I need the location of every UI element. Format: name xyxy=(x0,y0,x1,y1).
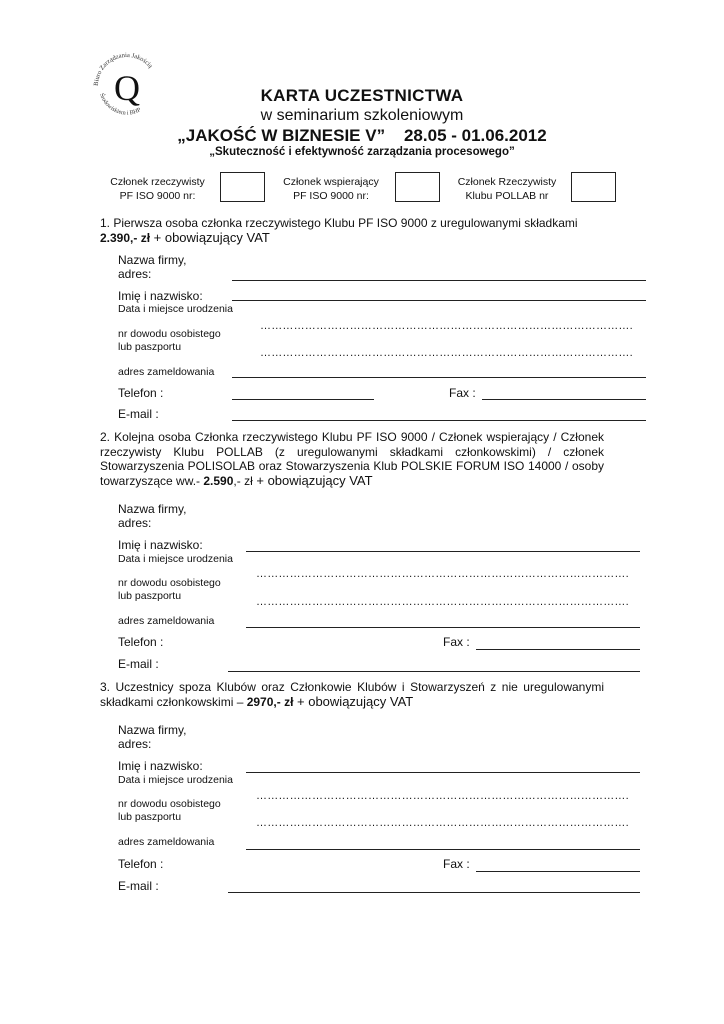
section-3-id-label: nr dowodu osobistego lub paszportu xyxy=(118,798,221,823)
section-2-birth-dots[interactable]: ………………………………………………………………………………………. xyxy=(256,568,629,580)
section-2-address-line[interactable] xyxy=(246,627,640,628)
section-3-title: 3. Uczestnicy spoza Klubów oraz Członkowie Klubów i Stowarzyszeń z nie uregulowanymi składkami członkowskimi – 2970,- zł + obowiązujący VAT xyxy=(100,680,604,709)
section-3-name-label: Imię i nazwisko: xyxy=(118,759,203,773)
section-1-address-line[interactable] xyxy=(232,377,646,378)
section-1-email-label: E-mail : xyxy=(118,407,159,421)
membership-label-2: Członek wspierający PF ISO 9000 nr: xyxy=(283,176,379,202)
section-1-birth-dots[interactable]: ………………………………………………………………………………………. xyxy=(260,320,633,332)
section-3-address-label: adres zameldowania xyxy=(118,836,215,848)
section-1-fax-label: Fax : xyxy=(449,386,476,400)
section-1-birth-label: Data i miejsce urodzenia xyxy=(118,303,233,315)
membership-box-1[interactable] xyxy=(220,172,265,202)
membership-label-3: Członek Rzeczywisty Klubu POLLAB nr xyxy=(457,176,557,202)
event-title: „JAKOŚĆ W BIZNESIE V” 28.05 - 01.06.2012 xyxy=(177,126,547,145)
section-2-name-line[interactable] xyxy=(246,551,640,552)
section-3-email-line[interactable] xyxy=(228,892,640,893)
section-3-address-line[interactable] xyxy=(246,849,640,850)
section-1-id-label: nr dowodu osobistego lub paszportu xyxy=(118,328,221,353)
section-3-fax-label: Fax : xyxy=(443,857,470,871)
form-title: KARTA UCZESTNICTWA xyxy=(260,86,464,105)
membership-box-2[interactable] xyxy=(395,172,440,202)
section-2-id-label: nr dowodu osobistego lub paszportu xyxy=(118,577,221,602)
section-1-name-line[interactable] xyxy=(232,300,646,301)
event-theme: „Skuteczność i efektywność zarządzania procesowego” xyxy=(209,146,515,158)
section-2-name-label: Imię i nazwisko: xyxy=(118,538,203,552)
section-3-fax-line[interactable] xyxy=(476,871,640,872)
section-2-fax-label: Fax : xyxy=(443,635,470,649)
section-2-fax-line[interactable] xyxy=(476,649,640,650)
section-2-email-line[interactable] xyxy=(228,671,640,672)
section-2-title: 2. Kolejna osoba Członka rzeczywistego Klubu PF ISO 9000 / Członek wspierający / Członek rzeczywisty Klubu POLLAB (z uregulowanymi składkami członkowskimi) / członek Stowarzyszenia POLISOLAB oraz Stowarzyszenia Klub POLSKIE FORUM ISO 14000 / osoby towarzyszące ww.- 2.590,- zł + obowiązujący VAT xyxy=(100,430,604,488)
section-3-firm-label: Nazwa firmy, adres: xyxy=(118,723,187,751)
section-1-title: 1. Pierwsza osoba członka rzeczywistego Klubu PF ISO 9000 z uregulowanymi składkami 2.390,- zł + obowiązujący VAT xyxy=(100,216,578,245)
section-1-phone-label: Telefon : xyxy=(118,386,164,400)
section-2-phone-label: Telefon : xyxy=(118,635,164,649)
section-1-phone-line[interactable] xyxy=(232,399,374,400)
section-3-email-label: E-mail : xyxy=(118,879,159,893)
form-subtitle: w seminarium szkoleniowym xyxy=(260,107,464,124)
section-2-email-label: E-mail : xyxy=(118,657,159,671)
logo-letter: Q xyxy=(114,68,140,108)
section-1-name-label: Imię i nazwisko: xyxy=(118,289,203,303)
membership-label-1: Członek rzeczywisty PF ISO 9000 nr: xyxy=(110,176,205,202)
section-2-firm-label: Nazwa firmy, adres: xyxy=(118,502,187,530)
section-1-firm-label: Nazwa firmy, adres: xyxy=(118,253,187,281)
section-2-address-label: adres zameldowania xyxy=(118,615,215,627)
section-3-phone-label: Telefon : xyxy=(118,857,164,871)
section-3-birth-dots[interactable]: ………………………………………………………………………………………. xyxy=(256,790,629,802)
logo-ring-top: Biuro Zarządzania Jakością xyxy=(92,51,154,87)
section-1-firm-line[interactable] xyxy=(232,280,646,281)
section-3-birth-label: Data i miejsce urodzenia xyxy=(118,774,233,786)
section-1-email-line[interactable] xyxy=(232,420,646,421)
section-2-id-dots[interactable]: ………………………………………………………………………………………. xyxy=(256,596,629,608)
section-1-id-dots[interactable]: ………………………………………………………………………………………. xyxy=(260,347,633,359)
logo-ring-bottom: Środowiskiem i BHP xyxy=(98,92,143,117)
section-1-fax-line[interactable] xyxy=(482,399,646,400)
membership-box-3[interactable] xyxy=(571,172,616,202)
section-1-address-label: adres zameldowania xyxy=(118,366,215,378)
section-2-birth-label: Data i miejsce urodzenia xyxy=(118,553,233,565)
section-3-id-dots[interactable]: ………………………………………………………………………………………. xyxy=(256,817,629,829)
section-3-name-line[interactable] xyxy=(246,772,640,773)
